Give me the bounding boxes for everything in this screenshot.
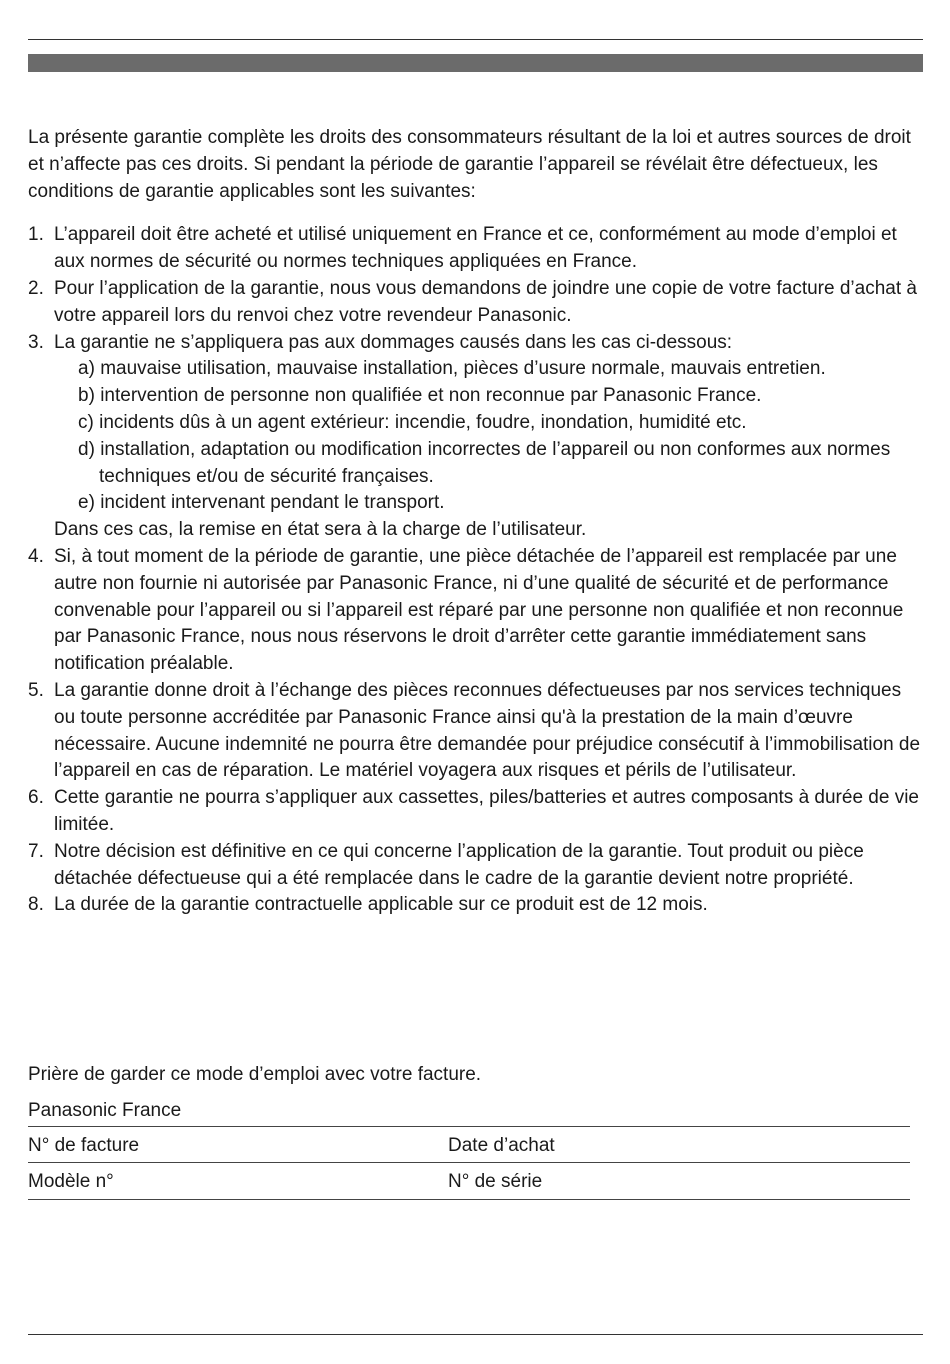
exclusion-label: d) xyxy=(78,438,95,460)
term-item xyxy=(28,330,923,544)
term-item xyxy=(28,222,923,276)
company-name: Panasonic France xyxy=(28,1100,182,1121)
exclusion-text: intervention de personne non qualifiée et non reconnue par Panasonic France. xyxy=(100,385,762,407)
term-item xyxy=(28,839,923,893)
term-text: Notre décision est définitive en ce qui concerne l’application de la garantie. Tout produit ou pièce détachée défectueuse qui a été remplacée dans le cadre de la garantie devient notre propriété. xyxy=(54,840,864,889)
term-text: La durée de la garantie contractuelle applicable sur ce produit est de 12 mois. xyxy=(54,894,708,916)
exclusion-item xyxy=(54,410,923,437)
term-text: La garantie ne s’appliquera pas aux dommages causés dans les cas ci-dessous: xyxy=(54,331,733,353)
term-number: 4. xyxy=(28,545,44,567)
warranty-content xyxy=(28,125,923,919)
exclusion-item xyxy=(54,437,923,491)
exclusion-label: a) xyxy=(78,358,95,380)
term-text: Pour l’application de la garantie, nous vous demandons de joindre une copie de votre facture d’achat à votre appareil lors du renvoi chez votre revendeur Panasonic. xyxy=(54,277,917,326)
exclusion-item xyxy=(54,356,923,383)
invoice-number-field: N° de facture xyxy=(28,1135,140,1156)
purchase-date-field: Date d’achat xyxy=(448,1135,555,1156)
top-rule xyxy=(28,39,923,40)
exclusions-note: Dans ces cas, la remise en état sera à la charge de l’utilisateur. xyxy=(54,519,587,541)
exclusion-label: c) xyxy=(78,411,94,433)
exclusion-text: installation, adaptation ou modification incorrectes de l’appareil ou non conformes aux normes techniques et/ou de sécurité françaises. xyxy=(99,438,891,487)
term-item xyxy=(28,276,923,330)
exclusion-text: incidents dûs à un agent extérieur: incendie, foudre, inondation, humidité etc. xyxy=(99,411,747,433)
exclusion-text: mauvaise utilisation, mauvaise installation, pièces d’usure normale, mauvais entretien. xyxy=(100,358,826,380)
term-number: 1. xyxy=(28,224,44,246)
exclusion-text: incident intervenant pendant le transport. xyxy=(100,492,445,514)
exclusion-label: b) xyxy=(78,385,95,407)
form-row-invoice xyxy=(28,1126,910,1163)
term-number: 3. xyxy=(28,331,44,353)
term-number: 5. xyxy=(28,679,44,701)
term-number: 8. xyxy=(28,894,44,916)
term-text: L’appareil doit être acheté et utilisé uniquement en France et ce, conformément au mode d’emploi et aux normes de sécurité ou normes techniques appliquées en France. xyxy=(54,224,897,273)
term-number: 7. xyxy=(28,840,44,862)
form-row-model xyxy=(28,1162,910,1200)
exclusion-label: e) xyxy=(78,492,95,514)
term-text: Cette garantie ne pourra s’appliquer aux cassettes, piles/batteries et autres composants à durée de vie limitée. xyxy=(54,787,920,835)
exclusion-item xyxy=(54,490,923,517)
intro-paragraph: La présente garantie complète les droits des consommateurs résultant de la loi et autres sources de droit et n’affecte pas ces droits. Si pendant la période de garantie l’appareil se révélait être défectueux, les conditions de garantie applicables sont les suivantes: xyxy=(28,127,911,202)
term-number: 6. xyxy=(28,787,44,809)
warranty-terms-list xyxy=(28,222,923,919)
term-number: 2. xyxy=(28,277,44,299)
term-item xyxy=(28,544,923,678)
exclusion-item xyxy=(54,383,923,410)
term-text: La garantie donne droit à l’échange des pièces reconnues défectueuses par nos services techniques ou toute personne accréditée par Panasonic France ainsi qu'à la prestation de la main d’œuvre nécessaire. Aucune indemnité ne pourra être demandée pour préjudice consécutif à l’immobilisation de l’appareil en cas de réparation. Le matériel voyagera aux risques et périls de l’utilisateur. xyxy=(54,679,921,782)
bottom-rule xyxy=(28,1334,923,1335)
serial-number-field: N° de série xyxy=(448,1171,543,1192)
exclusions-list xyxy=(54,356,923,517)
term-text: Si, à tout moment de la période de garantie, une pièce détachée de l’appareil est remplacée par une autre non fournie ni autorisée par Panasonic France, ni d’une qualité de sécurité et de performance convenable pour l’appareil ou si l’appareil est réparé par une personne non qualifiée et non reconnue par Panasonic France, nous nous réservons le droit d’arrêter cette garantie immédiatement sans notification préalable. xyxy=(54,545,904,675)
term-item xyxy=(28,785,923,839)
section-header-band xyxy=(28,54,923,72)
term-item xyxy=(28,678,923,785)
model-number-field: Modèle n° xyxy=(28,1171,114,1192)
term-item xyxy=(28,892,923,919)
keep-manual-note: Prière de garder ce mode d’emploi avec votre facture. xyxy=(28,1064,482,1085)
